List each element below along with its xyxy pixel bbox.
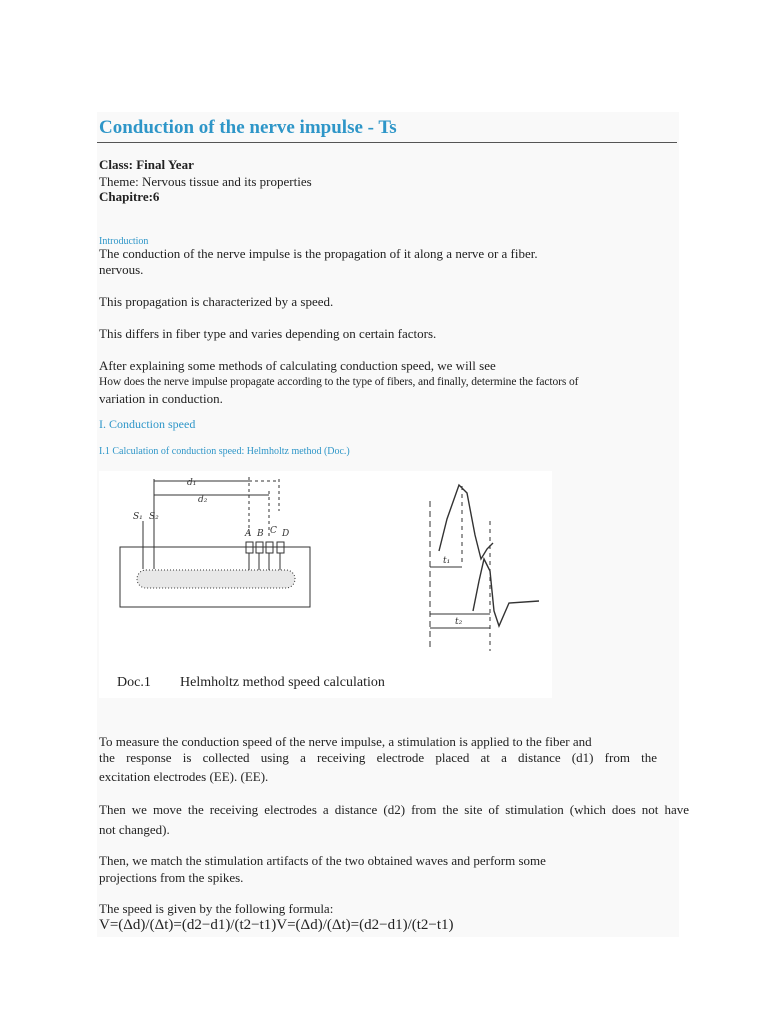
title-divider	[97, 142, 677, 143]
chapter-line: Chapitre:6	[99, 189, 160, 204]
helmholtz-diagram	[99, 471, 552, 698]
response-trace-1	[439, 485, 493, 559]
section-1-1-heading: I.1 Calculation of conduction speed: Helmholtz method (Doc.)	[99, 446, 350, 457]
match-paragraph-line-1: Then, we match the stimulation artifacts of the two obtained waves and perform some	[99, 853, 546, 868]
measure-paragraph-line-3: excitation electrodes (EE). (EE).	[99, 769, 269, 784]
nerve-fiber	[137, 570, 295, 588]
intro-paragraph-2: This propagation is characterized by a speed.	[99, 294, 334, 309]
label-b: B	[257, 529, 264, 539]
helmholtz-figure	[99, 471, 552, 698]
match-paragraph-line-2: projections from the spikes.	[99, 870, 244, 885]
introduction-heading: Introduction	[99, 236, 149, 247]
label-s2: S₂	[149, 512, 159, 522]
intro-paragraph-1-line-1: The conduction of the nerve impulse is the propagation of it along a nerve or a fiber.	[99, 246, 538, 261]
measure-paragraph-line-2: the response is collected using a receiving electrode placed at a distance (d1) from the	[99, 750, 657, 765]
label-c: C	[270, 526, 277, 536]
label-t1: t₁	[443, 556, 451, 566]
intro-paragraph-4-line-3: variation in conduction.	[99, 391, 223, 406]
figure-caption: Helmholtz method speed calculation	[180, 675, 385, 690]
label-d: D	[282, 529, 290, 539]
figure-number: Doc.1	[117, 675, 151, 690]
section-1-heading: I. Conduction speed	[99, 417, 196, 431]
speed-paragraph: The speed is given by the following formula:	[99, 901, 334, 916]
label-s1: S₁	[133, 512, 143, 522]
measure-paragraph-line-1: To measure the conduction speed of the nerve impulse, a stimulation is applied to the fiber and	[99, 734, 592, 749]
label-t2: t₂	[455, 617, 463, 627]
move-paragraph-line-2: not changed).	[99, 822, 170, 837]
theme-line: Theme: Nervous tissue and its properties	[99, 174, 312, 189]
document-title: Conduction of the nerve impulse - Ts	[99, 117, 397, 138]
intro-paragraph-4-line-1: After explaining some methods of calculating conduction speed, we will see	[99, 358, 496, 373]
move-paragraph-line-1: Then we move the receiving electrodes a distance (d2) from the site of stimulation (which does not have	[99, 802, 689, 817]
speed-formula: V=(Δd)/(Δt)=(d2−d1)/(t2−t1)V=(Δd)/(Δt)=(d2−d1)/(t2−t1)	[99, 917, 454, 933]
label-d1: d₁	[187, 478, 197, 488]
intro-paragraph-4-line-2: How does the nerve impulse propagate according to the type of fibers, and finally, determine the factors of	[99, 376, 579, 388]
label-d2: d₂	[198, 495, 208, 505]
response-trace-2	[473, 559, 539, 626]
label-a: A	[245, 529, 252, 539]
class-line: Class: Final Year	[99, 157, 194, 172]
intro-paragraph-1-line-2: nervous.	[99, 262, 144, 277]
intro-paragraph-3: This differs in fiber type and varies depending on certain factors.	[99, 326, 437, 341]
